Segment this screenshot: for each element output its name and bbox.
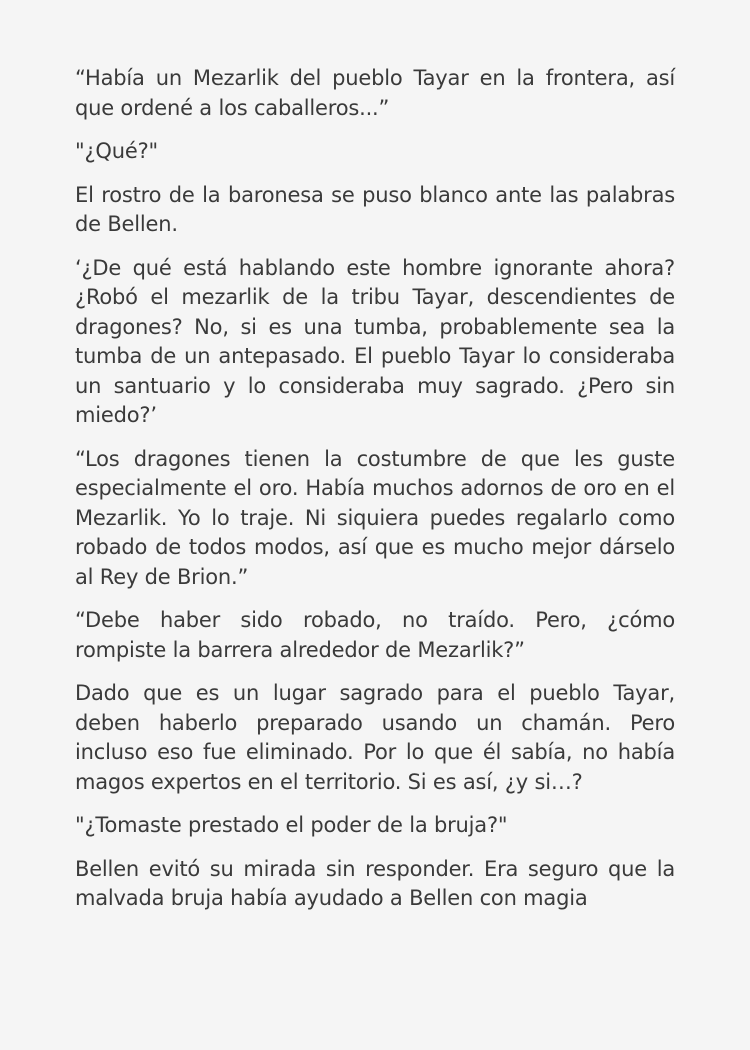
paragraph-1: “Había un Mezarlik del pueblo Tayar en la frontera, así que ordené a los caballeros...” bbox=[75, 66, 675, 120]
paragraph-5: “Los dragones tienen la costumbre de que les guste especialmente el oro. Había muchos adornos de oro en el Mezarlik. Yo lo traje. Ni siquiera puedes regalarlo como robado de todos modos, así que es mucho mejor dárselo al Rey de Brion.” bbox=[75, 446, 675, 589]
paragraph-3: El rostro de la baronesa se puso blanco ante las palabras de Bellen. bbox=[75, 182, 675, 236]
paragraph-7: Dado que es un lugar sagrado para el pueblo Tayar, deben haberlo preparado usando un chamán. Pero incluso eso fue eliminado. Por lo que él sabía, no había magos expertos en el territorio. Si es así, ¿y si…? bbox=[75, 681, 675, 794]
paragraph-6: “Debe haber sido robado, no traído. Pero, ¿cómo rompiste la barrera alrededor de Mezarlik?” bbox=[75, 608, 675, 662]
paragraph-9: Bellen evitó su mirada sin responder. Era seguro que la malvada bruja había ayudado a Bellen con magia bbox=[75, 856, 675, 910]
paragraph-2: "¿Qué?" bbox=[75, 139, 158, 163]
paragraph-4: ‘¿De qué está hablando este hombre ignorante ahora? ¿Robó el mezarlik de la tribu Tayar, descendientes de dragones? No, si es una tumba, probablemente sea la tumba de un antepasado. El pueblo Tayar lo consideraba un santuario y lo consideraba muy sagrado. ¿Pero sin miedo?’ bbox=[75, 255, 675, 427]
paragraph-8: "¿Tomaste prestado el poder de la bruja?" bbox=[75, 813, 508, 837]
